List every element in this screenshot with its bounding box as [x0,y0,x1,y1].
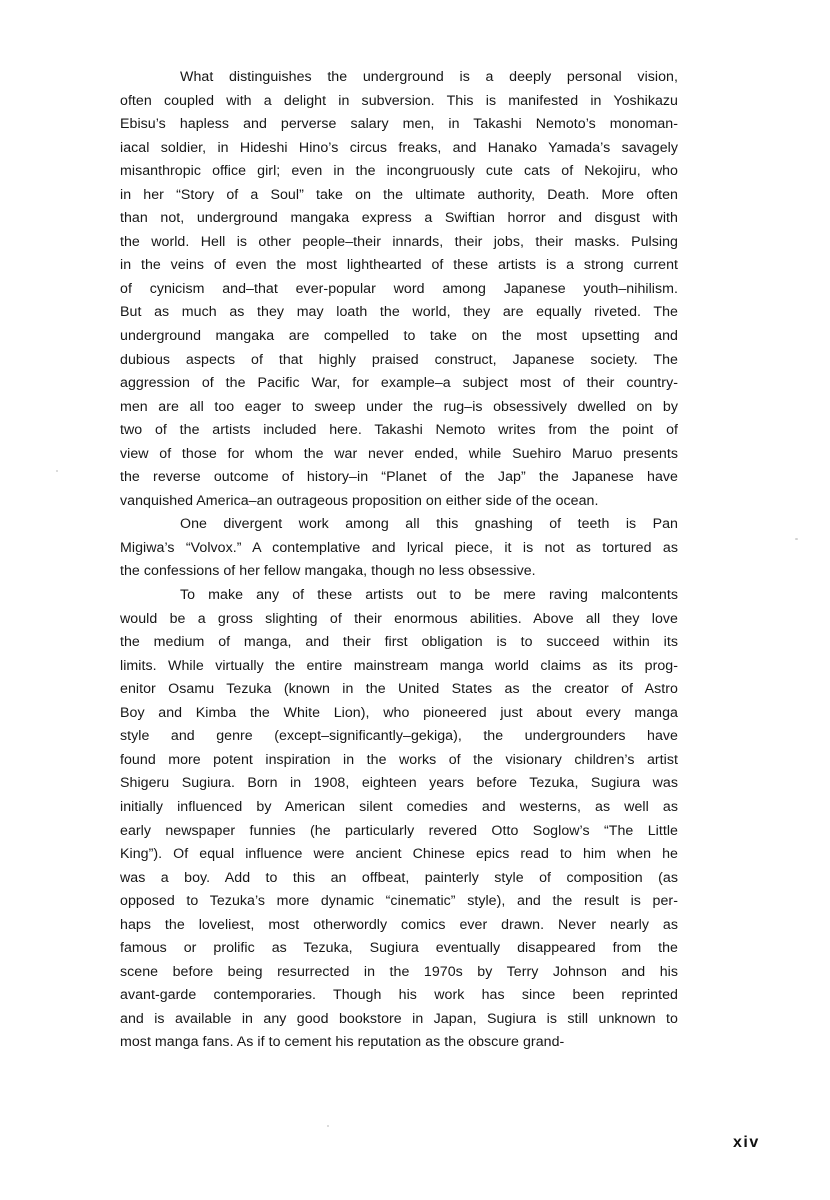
text-line: found more potent inspiration in the works of the visionary children’s artist [120,751,678,768]
text-line: style and genre (except–significantly–gekiga), the undergrounders have [120,728,678,745]
text-line: was a boy. Add to this an offbeat, painterly style of composition (as [120,869,678,886]
text-line: underground mangaka are compelled to take on the most upsetting and [120,328,678,345]
scan-speck [56,470,58,472]
text-line: opposed to Tezuka’s more dynamic “cinematic” style), and the result is per- [120,893,678,910]
paragraph-1 [120,66,678,513]
text-line: enitor Osamu Tezuka (known in the United States as the creator of Astro [120,681,678,698]
text-line: and is available in any good bookstore in Japan, Sugiura is still unknown to [120,1010,678,1027]
text-line: famous or prolific as Tezuka, Sugiura eventually disappeared from the [120,940,678,957]
text-line: misanthropic office girl; even in the incongruously cute cats of Nekojiru, who [120,163,678,180]
paragraph-3 [120,584,678,1055]
text-line: scene before being resurrected in the 1970s by Terry Johnson and his [120,963,678,980]
text-line: often coupled with a delight in subversion. This is manifested in Yoshikazu [120,92,678,109]
text-line: avant-garde contemporaries. Though his work has since been reprinted [120,987,678,1004]
scan-speck [795,538,798,540]
paragraph-2 [120,513,678,584]
text-line: Ebisu’s hapless and perverse salary men, in Takashi Nemoto’s monoman- [120,116,678,133]
text-line: To make any of these artists out to be mere raving malcontents [180,587,678,604]
text-line: Migiwa’s “Volvox.” A contemplative and lyrical piece, it is not as tortured as [120,539,678,556]
text-line: dubious aspects of that highly praised construct, Japanese society. The [120,351,678,368]
text-line: aggression of the Pacific War, for example–a subject most of their country- [120,375,678,392]
text-line: haps the loveliest, most otherwordly comics ever drawn. Never nearly as [120,916,678,933]
text-line: iacal soldier, in Hideshi Hino’s circus freaks, and Hanako Yamada’s savagely [120,139,678,156]
text-line: the world. Hell is other people–their innards, their jobs, their masks. Pulsing [120,233,678,250]
page-number: xiv [733,1134,760,1151]
text-line: But as much as they may loath the world, they are equally riveted. The [120,304,678,321]
text-line: men are all too eager to sweep under the rug–is obsessively dwelled on by [120,398,678,415]
text-line: would be a gross slighting of their enormous abilities. Above all they love [120,610,678,627]
text-line: in the veins of even the most lighthearted of these artists is a strong current [120,257,678,274]
text-line: of cynicism and–that ever-popular word among Japanese youth–nihilism. [120,280,678,297]
text-line: vanquished America–an outrageous proposition on either side of the ocean. [120,492,599,509]
body-text [120,66,678,1055]
text-line: early newspaper funnies (he particularly revered Otto Soglow’s “The Little [120,822,678,839]
text-line: in her “Story of a Soul” take on the ultimate authority, Death. More often [120,186,678,203]
scan-speck [585,927,588,929]
text-line: view of those for whom the war never ended, while Suehiro Maruo presents [120,445,678,462]
text-line: One divergent work among all this gnashing of teeth is Pan [180,516,678,533]
text-line: King”). Of equal influence were ancient Chinese epics read to him when he [120,846,678,863]
text-line: initially influenced by American silent comedies and westerns, as well as [120,798,678,815]
text-line: Shigeru Sugiura. Born in 1908, eighteen years before Tezuka, Sugiura was [120,775,678,792]
text-line: What distinguishes the underground is a deeply personal vision, [180,69,678,85]
text-line: two of the artists included here. Takashi Nemoto writes from the point of [120,422,678,439]
scan-speck [327,1125,329,1127]
text-line: the reverse outcome of history–in “Planet of the Jap” the Japanese have [120,469,678,486]
text-line: the medium of manga, and their first obligation is to succeed within its [120,634,678,651]
text-line: the confessions of her fellow mangaka, though no less obsessive. [120,563,536,580]
text-line: most manga fans. As if to cement his reputation as the obscure grand- [120,1034,565,1051]
text-line: Boy and Kimba the White Lion), who pioneered just about every manga [120,704,678,721]
text-line: limits. While virtually the entire mainstream manga world claims as its prog- [120,657,678,674]
text-line: than not, underground mangaka express a Swiftian horror and disgust with [120,210,678,227]
